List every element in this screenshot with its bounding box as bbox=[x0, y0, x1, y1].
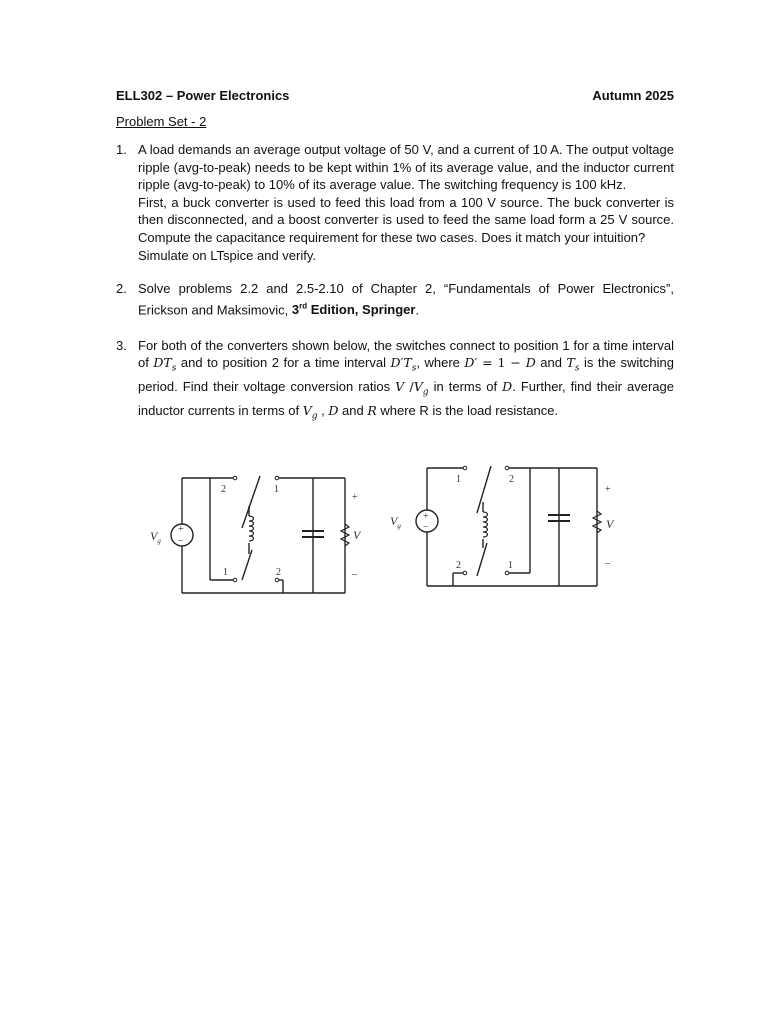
math-Ts: $T_s$ bbox=[566, 355, 580, 374]
terminal-label: 1 bbox=[274, 484, 279, 495]
course-title: ELL302 – Power Electronics bbox=[116, 88, 290, 103]
circuit-left-diagram bbox=[145, 468, 370, 600]
math-D: D bbox=[502, 379, 513, 395]
problem-3 bbox=[116, 337, 674, 427]
math-V-over-Vg: V $/V_g$ bbox=[395, 379, 429, 398]
terminal-label: 2 bbox=[509, 474, 514, 485]
math-DpTs: $D'T_s$ bbox=[390, 355, 417, 374]
source-plus: + bbox=[178, 524, 184, 535]
output-plus: + bbox=[605, 484, 611, 495]
terminal-label: 2 bbox=[456, 560, 461, 571]
source-plus: + bbox=[423, 511, 429, 522]
circuit-left bbox=[145, 468, 370, 600]
source-label: $V_g$ bbox=[150, 529, 161, 545]
output-minus: – bbox=[605, 558, 610, 569]
terminal-label: 1 bbox=[456, 474, 461, 485]
math-DTs: $DT_s$ bbox=[153, 355, 177, 374]
output-voltage-label: V bbox=[353, 528, 361, 542]
circuit-right-diagram bbox=[385, 458, 625, 598]
output-voltage-label: V bbox=[606, 517, 614, 531]
math-R: R bbox=[367, 403, 377, 419]
problem-1-para-3: Simulate on LTspice and verify. bbox=[138, 247, 316, 263]
output-plus: + bbox=[352, 492, 358, 503]
problem-number: 2. bbox=[116, 281, 127, 297]
math-Dprime-eq: D′ = 1 − D bbox=[464, 355, 536, 371]
problem-1 bbox=[116, 141, 674, 264]
problem-2 bbox=[116, 280, 674, 319]
terminal-label: 1 bbox=[223, 567, 228, 578]
math-Vg: $V_g$ bbox=[302, 403, 318, 422]
problem-1-para-1: A load demands an average output voltage of 50 V, and a current of 10 A. The output voltage ripple (avg-to-peak) needs to be kept within 1% of its average value, and the inductor current ripple (avg-to-peak) to 10% of its average value. The switching frequency is 100 kHz. bbox=[138, 142, 674, 193]
math-D: D bbox=[328, 403, 339, 419]
output-minus: – bbox=[352, 569, 357, 580]
problem-3-text: For both of the converters shown below, the switches connect to position 1 for a time interval of $DT_s$ and to position 2 for a time interval $D'T_s$, where D′ = 1 − D and $T_s$ is the switching period. Find their voltage conversion ratios V $/V_g$ in terms of D. Further, find their average inductor currents in terms of $V_g$ , D and R where R is the load resistance. bbox=[138, 337, 674, 422]
terminal-label: 2 bbox=[276, 567, 281, 578]
terminal-label: 1 bbox=[508, 560, 513, 571]
problem-set-title: Problem Set - 2 bbox=[116, 114, 207, 129]
problem-1-para-2: First, a buck converter is used to feed this load from a 100 V source. The buck converter is then disconnected, and a boost converter is used to feed the same load form a 25 V source. Compute the capacitance requirement for these two cases. Does it match your intuition? bbox=[138, 194, 674, 245]
source-minus: − bbox=[423, 522, 429, 533]
problem-2-text: Solve problems 2.2 and 2.5-2.10 of Chapter 2, “Fundamentals of Power Electronics”, Erickson and Maksimovic, 3rd Edition, Springer. bbox=[138, 281, 674, 318]
term: Autumn 2025 bbox=[592, 88, 674, 103]
edition: 3rd Edition, Springer bbox=[291, 301, 416, 318]
problem-list bbox=[116, 141, 674, 427]
source-label: $V_g$ bbox=[390, 514, 401, 530]
terminal-label: 2 bbox=[221, 484, 226, 495]
problem-number: 1. bbox=[116, 142, 127, 157]
circuit-right bbox=[385, 458, 625, 598]
source-minus: − bbox=[178, 536, 184, 547]
problem-number: 3. bbox=[116, 337, 127, 353]
